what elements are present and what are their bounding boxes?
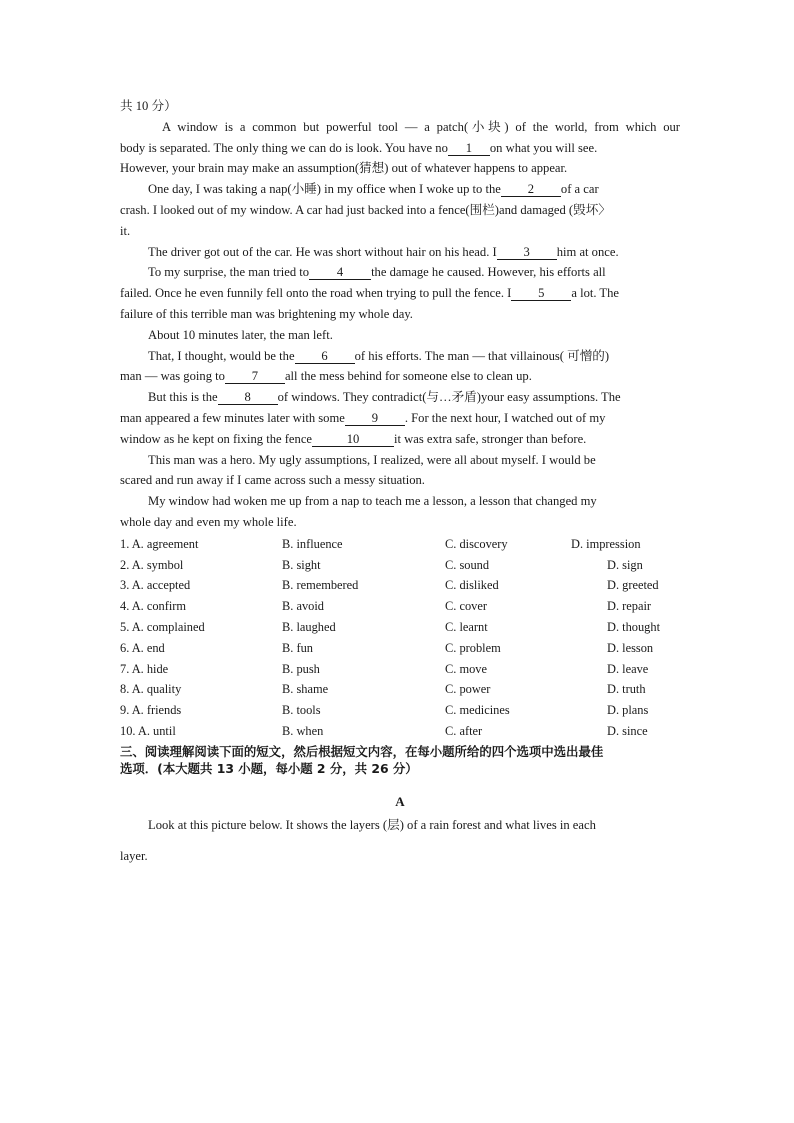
- text-run: The driver got out of the car. He was short without hair on his head. I: [148, 244, 497, 259]
- passage-line: [120, 429, 680, 450]
- text-run: window as he kept on fixing the fence: [120, 431, 312, 446]
- passage-line: About 10 minutes later, the man left.: [148, 327, 333, 342]
- text-run: him at once.: [556, 244, 619, 259]
- option-b[interactable]: B. laughed: [282, 619, 336, 634]
- option-b[interactable]: B. fun: [282, 640, 313, 655]
- passage-line: [120, 262, 680, 283]
- option-a[interactable]: 3. A. accepted: [120, 578, 191, 593]
- text-run: all the mess behind for someone else to clean up.: [284, 369, 532, 384]
- passage: [120, 117, 680, 533]
- option-row: [120, 700, 680, 721]
- text-run: body is separated. The only thing we can do is look. You have no: [120, 140, 448, 155]
- text-run: the damage he caused. However, his efforts all: [371, 265, 606, 280]
- passage-line: it.: [120, 223, 131, 238]
- option-c[interactable]: C. cover: [445, 599, 487, 614]
- option-d[interactable]: D. sign: [607, 557, 643, 572]
- passage-line: failure of this terrible man was brightening my whole day.: [120, 306, 413, 321]
- option-a[interactable]: 1. A. agreement: [120, 536, 199, 551]
- option-c[interactable]: C. medicines: [445, 703, 510, 718]
- option-d[interactable]: D. leave: [607, 661, 649, 676]
- option-c[interactable]: C. move: [445, 661, 487, 676]
- text-run: But this is the: [148, 390, 218, 405]
- option-c[interactable]: C. sound: [445, 557, 490, 572]
- text-run: it was extra safe, stronger than before.: [394, 431, 587, 446]
- text-run: man appeared a few minutes later with some: [120, 410, 345, 425]
- passage-line: [120, 387, 680, 408]
- text-run: That, I thought, would be the: [148, 348, 295, 363]
- option-d[interactable]: D. lesson: [607, 640, 654, 655]
- blank-9[interactable]: 9: [345, 411, 405, 426]
- option-d[interactable]: D. greeted: [607, 578, 659, 593]
- passage-line: crash. I looked out of my window. A car had just backed into a fence(围栏)and damaged (毁坏〉: [120, 202, 611, 217]
- blank-7[interactable]: 7: [225, 369, 285, 384]
- text-run: on what you will see.: [489, 140, 598, 155]
- passage-line: whole day and even my whole life.: [120, 514, 297, 529]
- option-a[interactable]: 5. A. complained: [120, 619, 205, 634]
- passage-line: [120, 408, 680, 429]
- option-d[interactable]: D. repair: [607, 599, 652, 614]
- option-row: [120, 617, 680, 638]
- option-d[interactable]: D. impression: [571, 536, 641, 551]
- passage-line: scared and run away if I came across such a messy situation.: [120, 473, 425, 488]
- option-d[interactable]: D. thought: [607, 619, 661, 634]
- option-b[interactable]: B. sight: [282, 557, 321, 572]
- option-row: [120, 659, 680, 680]
- option-c[interactable]: C. learnt: [445, 619, 488, 634]
- blank-1[interactable]: 1: [448, 141, 490, 156]
- option-b[interactable]: B. avoid: [282, 599, 324, 614]
- option-b[interactable]: B. tools: [282, 703, 321, 718]
- blank-6[interactable]: 6: [295, 349, 355, 364]
- part-title: A: [395, 793, 405, 809]
- option-d[interactable]: D. truth: [607, 682, 646, 697]
- passage-line: However, your brain may make an assumption(猜想) out of whatever happens to appear.: [120, 161, 568, 176]
- passage-line: This man was a hero. My ugly assumptions, I realized, were all about myself. I would be: [148, 452, 596, 467]
- option-c[interactable]: C. power: [445, 682, 491, 697]
- option-b[interactable]: B. when: [282, 723, 324, 738]
- passage-line: [120, 242, 680, 263]
- blank-10[interactable]: 10: [312, 432, 394, 447]
- option-row: [120, 534, 680, 555]
- blank-8[interactable]: 8: [218, 390, 278, 405]
- passage-line: [120, 179, 680, 200]
- option-row: [120, 575, 680, 596]
- text-run: failed. Once he even funnily fell onto the road when trying to pull the fence. I: [120, 286, 512, 301]
- section-heading-line: 三、阅读理解阅读下面的短文，然后根据短文内容，在每小题所给的四个选项中选出最佳: [120, 743, 604, 759]
- blank-3[interactable]: 3: [497, 245, 557, 260]
- option-a[interactable]: 10. A. until: [120, 723, 176, 738]
- option-b[interactable]: B. shame: [282, 682, 329, 697]
- intro-line: Look at this picture below. It shows the layers (层) of a rain forest and what lives in each: [148, 817, 596, 832]
- option-a[interactable]: 6. A. end: [120, 640, 165, 655]
- passage-line: [120, 138, 680, 159]
- blank-4[interactable]: 4: [309, 265, 371, 280]
- passage-line: [120, 346, 680, 367]
- passage-line: My window had woken me up from a nap to teach me a lesson, a lesson that changed my: [148, 494, 597, 509]
- option-a[interactable]: 8. A. quality: [120, 682, 182, 697]
- blank-2[interactable]: 2: [501, 182, 561, 197]
- section-heading: [120, 743, 680, 777]
- text-run: One day, I was taking a nap(小睡) in my office when I woke up to the: [148, 182, 501, 197]
- blank-5[interactable]: 5: [511, 286, 571, 301]
- option-a[interactable]: 9. A. friends: [120, 703, 182, 718]
- document-content: [120, 96, 680, 866]
- option-d[interactable]: D. plans: [607, 703, 649, 718]
- option-c[interactable]: C. after: [445, 723, 483, 738]
- intro-line: layer.: [120, 848, 148, 863]
- option-d[interactable]: D. since: [607, 723, 648, 738]
- option-c[interactable]: C. discovery: [445, 536, 508, 551]
- text-run: To my surprise, the man tried to: [148, 265, 310, 280]
- option-a[interactable]: 7. A. hide: [120, 661, 169, 676]
- passage-line: [120, 283, 680, 304]
- option-c[interactable]: C. disliked: [445, 578, 499, 593]
- option-c[interactable]: C. problem: [445, 640, 501, 655]
- option-a[interactable]: 2. A. symbol: [120, 557, 184, 572]
- text-run: of a car: [560, 182, 599, 197]
- option-a[interactable]: 4. A. confirm: [120, 599, 187, 614]
- option-b[interactable]: B. influence: [282, 536, 343, 551]
- option-row: [120, 721, 680, 742]
- text-run: man — was going to: [120, 369, 225, 384]
- text-run: of his efforts. The man — that villainous( 可憎的): [354, 348, 610, 363]
- text-run: of windows. They contradict(与…矛盾)your easy assumptions. The: [277, 390, 621, 405]
- option-row: [120, 596, 680, 617]
- section-score-continuation: 共 10 分）: [120, 99, 177, 113]
- option-row: [120, 679, 680, 700]
- option-b[interactable]: B. remembered: [282, 578, 359, 593]
- option-row: [120, 555, 680, 576]
- text-run: . For the next hour, I watched out of my: [404, 410, 606, 425]
- passage-line: [120, 366, 680, 387]
- passage-line: A window is a common but powerful tool — a patch(小块) of the world, from which our: [162, 119, 680, 134]
- option-row: [120, 638, 680, 659]
- text-run: a lot. The: [571, 286, 620, 301]
- section-heading-line: 选项．(本大题共 13 小题，每小题 2 分，共 26 分）: [120, 760, 418, 776]
- option-b[interactable]: B. push: [282, 661, 320, 676]
- answer-options: [120, 534, 680, 742]
